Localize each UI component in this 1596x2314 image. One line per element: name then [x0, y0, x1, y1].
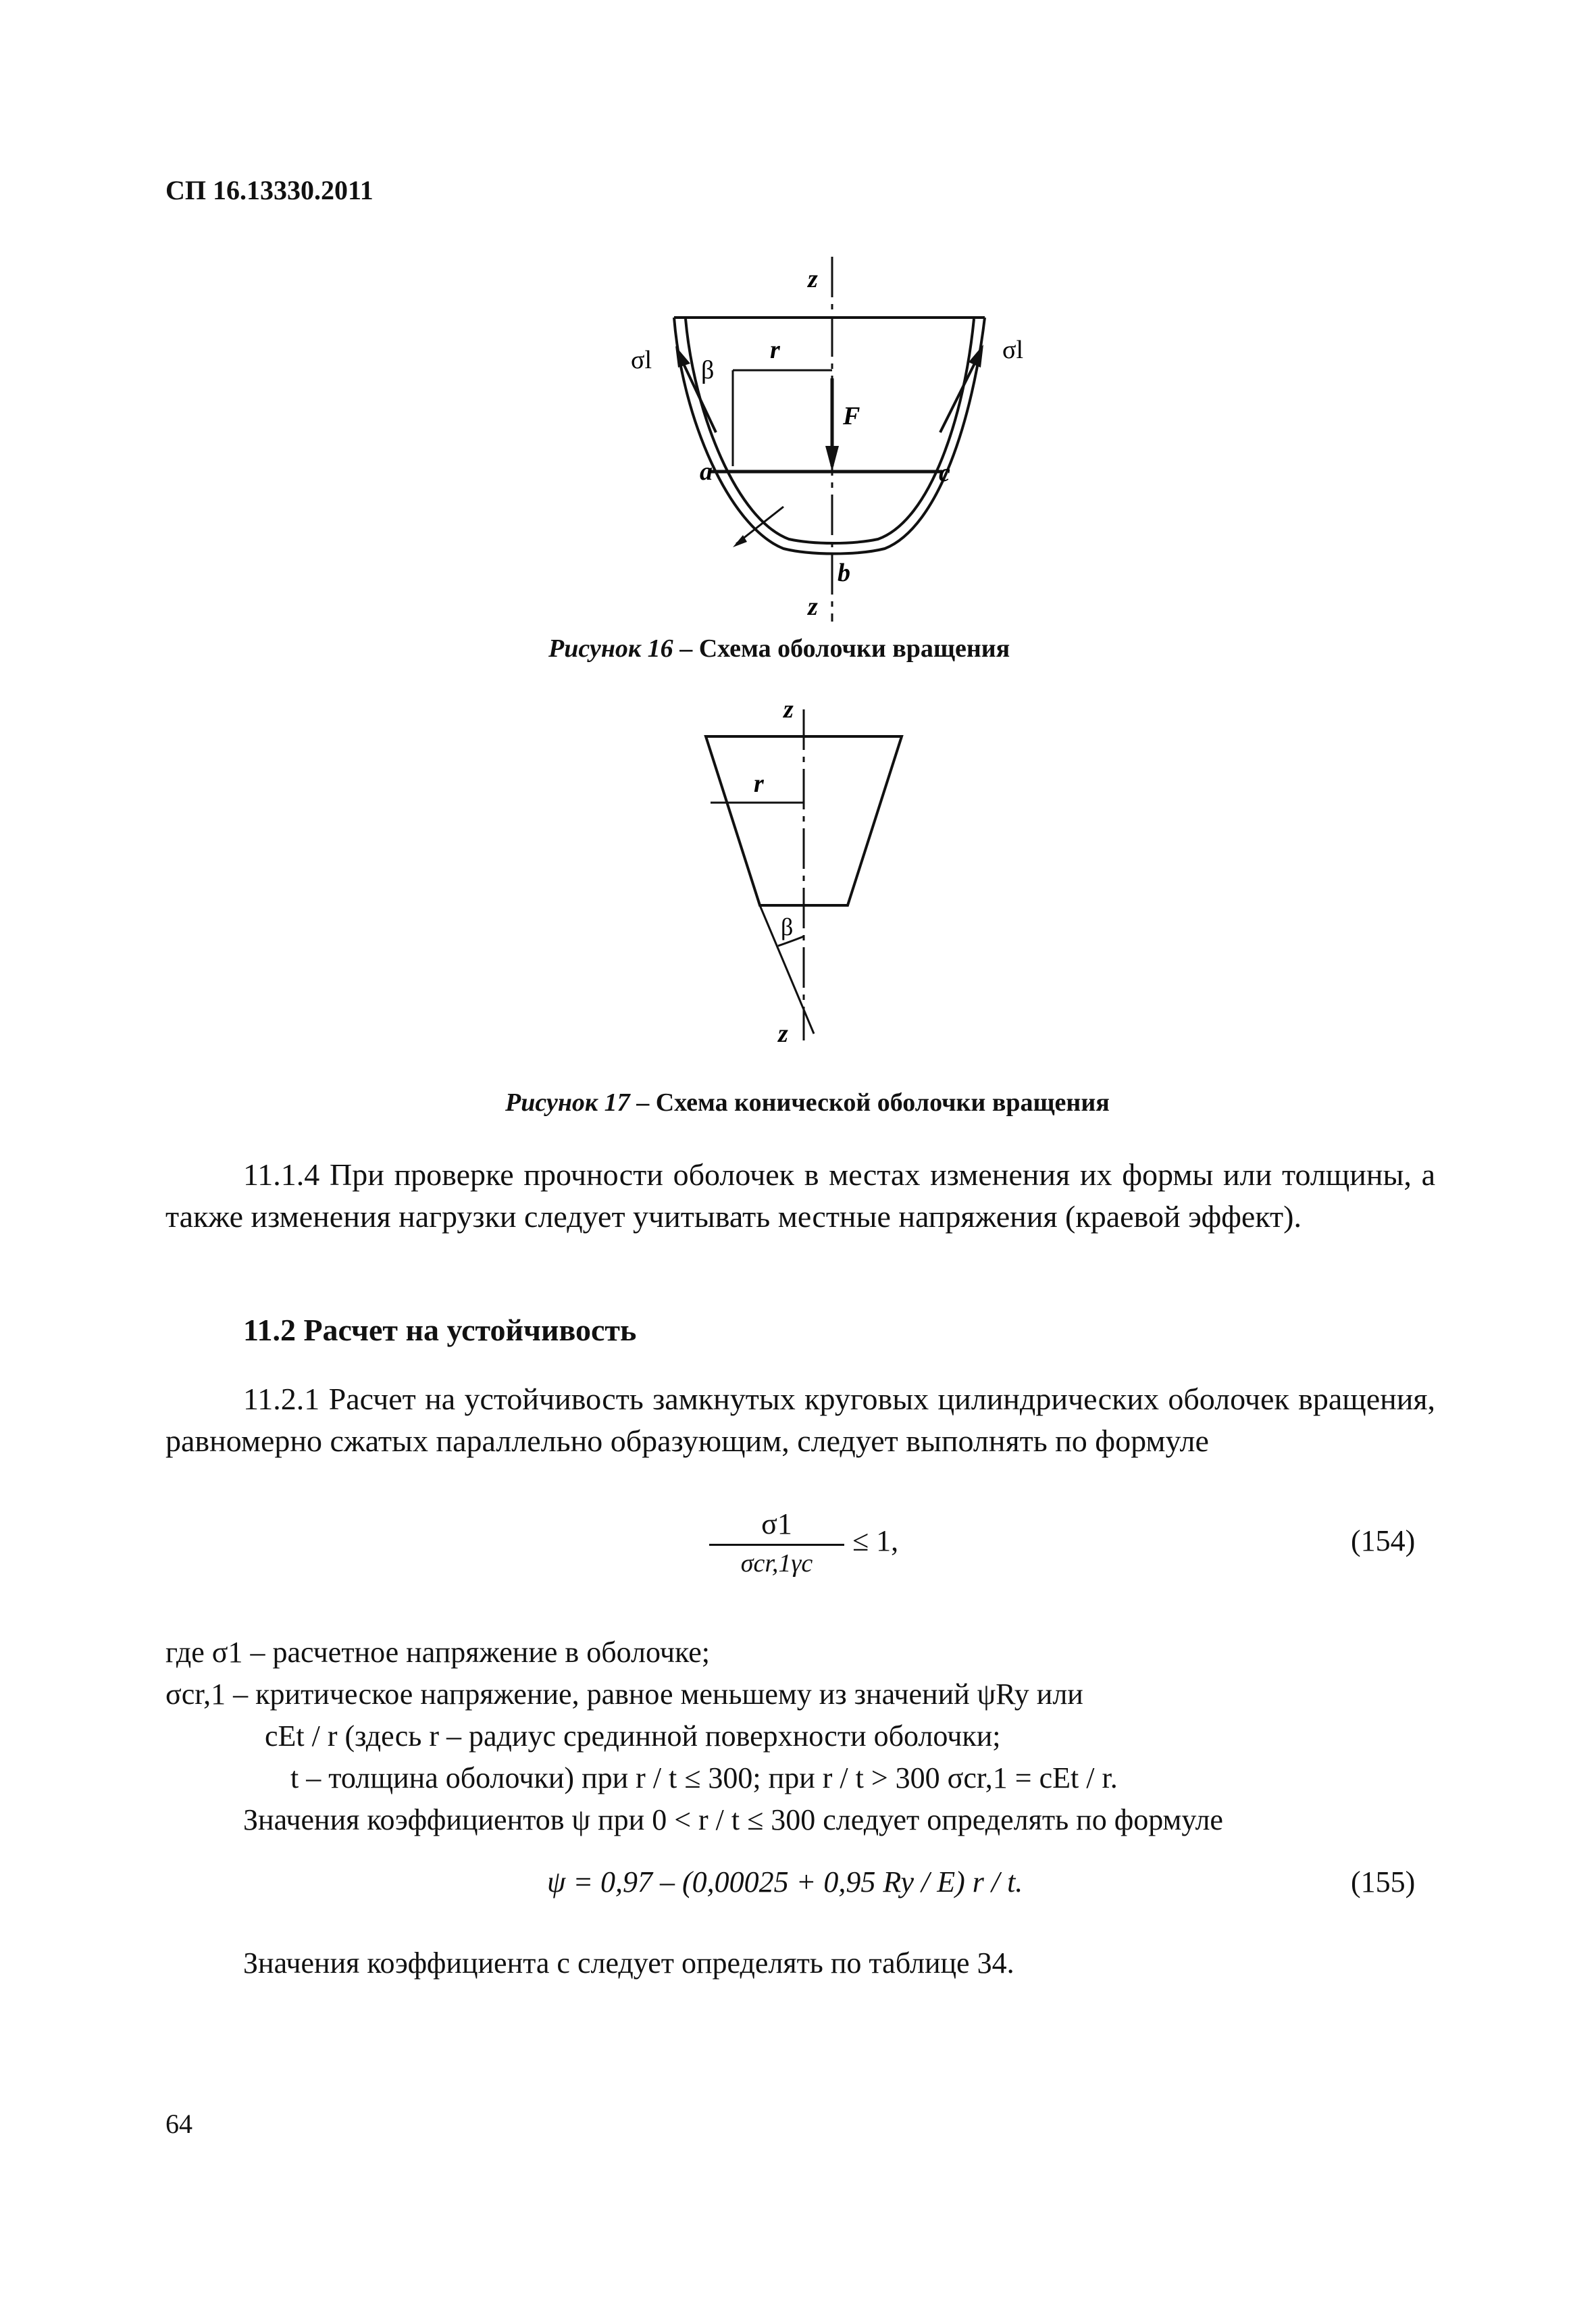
fig16-label-z-top: z: [808, 265, 818, 293]
figures-canvas: [0, 0, 1596, 1081]
formula-154-denominator: σcr,1γc: [740, 1549, 813, 1578]
paragraph-11-1-4: [165, 1154, 1435, 1238]
fig16-label-a: a: [700, 457, 713, 486]
figure-16-drawing: [674, 257, 985, 622]
fig16-label-F: F: [843, 402, 860, 430]
formula-154-numerator: σ1: [761, 1507, 792, 1540]
paragraph-11-1-4-number: 11.1.4: [243, 1157, 320, 1192]
fig16-label-beta: β: [701, 356, 715, 384]
where-line-5: Значения коэффициентов ψ при 0 < r / t ≤ 300 следует определять по формуле: [243, 1803, 1223, 1836]
figure-17-caption-text: – Схема конической оболочки вращения: [629, 1088, 1110, 1117]
figure-16-caption-text: – Схема оболочки вращения: [673, 634, 1010, 663]
paragraph-11-2-1: [165, 1378, 1435, 1462]
figure-17-caption: [505, 1088, 1110, 1117]
where-line-2: σcr,1 – критическое напряжение, равное меньшему из значений ψRy или: [165, 1678, 1083, 1711]
page-number: 64: [165, 2109, 192, 2139]
formula-154-number: (154): [1351, 1524, 1416, 1557]
formula-154-relation: ≤ 1,: [852, 1524, 899, 1557]
fig16-label-r: r: [770, 336, 780, 364]
figure-16-caption-prefix: Рисунок 16: [548, 634, 673, 663]
paragraph-11-2-1-number: 11.2.1: [243, 1382, 320, 1416]
paragraph-11-2-1-text: Расчет на устойчивость замкнутых круговых цилиндрических оболочек вращения, равномерно сжатых параллельно образующим, следует выполнять по формуле: [165, 1382, 1435, 1458]
fig17-label-r: r: [754, 770, 764, 798]
fig16-label-c: c: [939, 459, 950, 487]
fig16-label-b: b: [838, 559, 850, 587]
fig17-label-z-bottom: z: [778, 1020, 788, 1048]
paragraph-11-1-4-text: При проверке прочности оболочек в местах изменения их формы или толщины, а также изменения нагрузки следует учитывать местные напряжения (краевой эффект).: [165, 1157, 1435, 1234]
fig17-label-beta: β: [781, 913, 794, 940]
fig17-label-z-top: z: [783, 695, 794, 724]
fig16-label-z-bottom: z: [808, 593, 818, 621]
figure-17-caption-prefix: Рисунок 17: [505, 1088, 630, 1117]
formula-155: ψ = 0,97 – (0,00025 + 0,95 Ry / E) r / t.: [547, 1865, 1023, 1898]
section-heading-11-2: 11.2 Расчет на устойчивость: [243, 1313, 637, 1347]
fig16-label-sigma-left: σl: [631, 346, 652, 374]
formula-155-number: (155): [1351, 1865, 1416, 1898]
where-line-1: где σ1 – расчетное напряжение в оболочке;: [165, 1636, 710, 1669]
formula-154-fraction-bar: [709, 1544, 844, 1546]
figure-17-drawing: [706, 709, 902, 1040]
formula-154: [709, 1507, 844, 1578]
paragraph-coefficient-c: Значения коэффициента c следует определять по таблице 34.: [243, 1946, 1014, 1980]
where-line-4: t – толщина оболочки) при r / t ≤ 300; при r / t > 300 σcr,1 = cEt / r.: [290, 1761, 1118, 1794]
fig16-label-sigma-right: σl: [1002, 336, 1024, 364]
where-line-3: cEt / r (здесь r – радиус срединной поверхности оболочки;: [265, 1719, 1001, 1753]
document-header: СП 16.13330.2011: [165, 175, 374, 205]
figure-16-caption: [548, 634, 1010, 663]
